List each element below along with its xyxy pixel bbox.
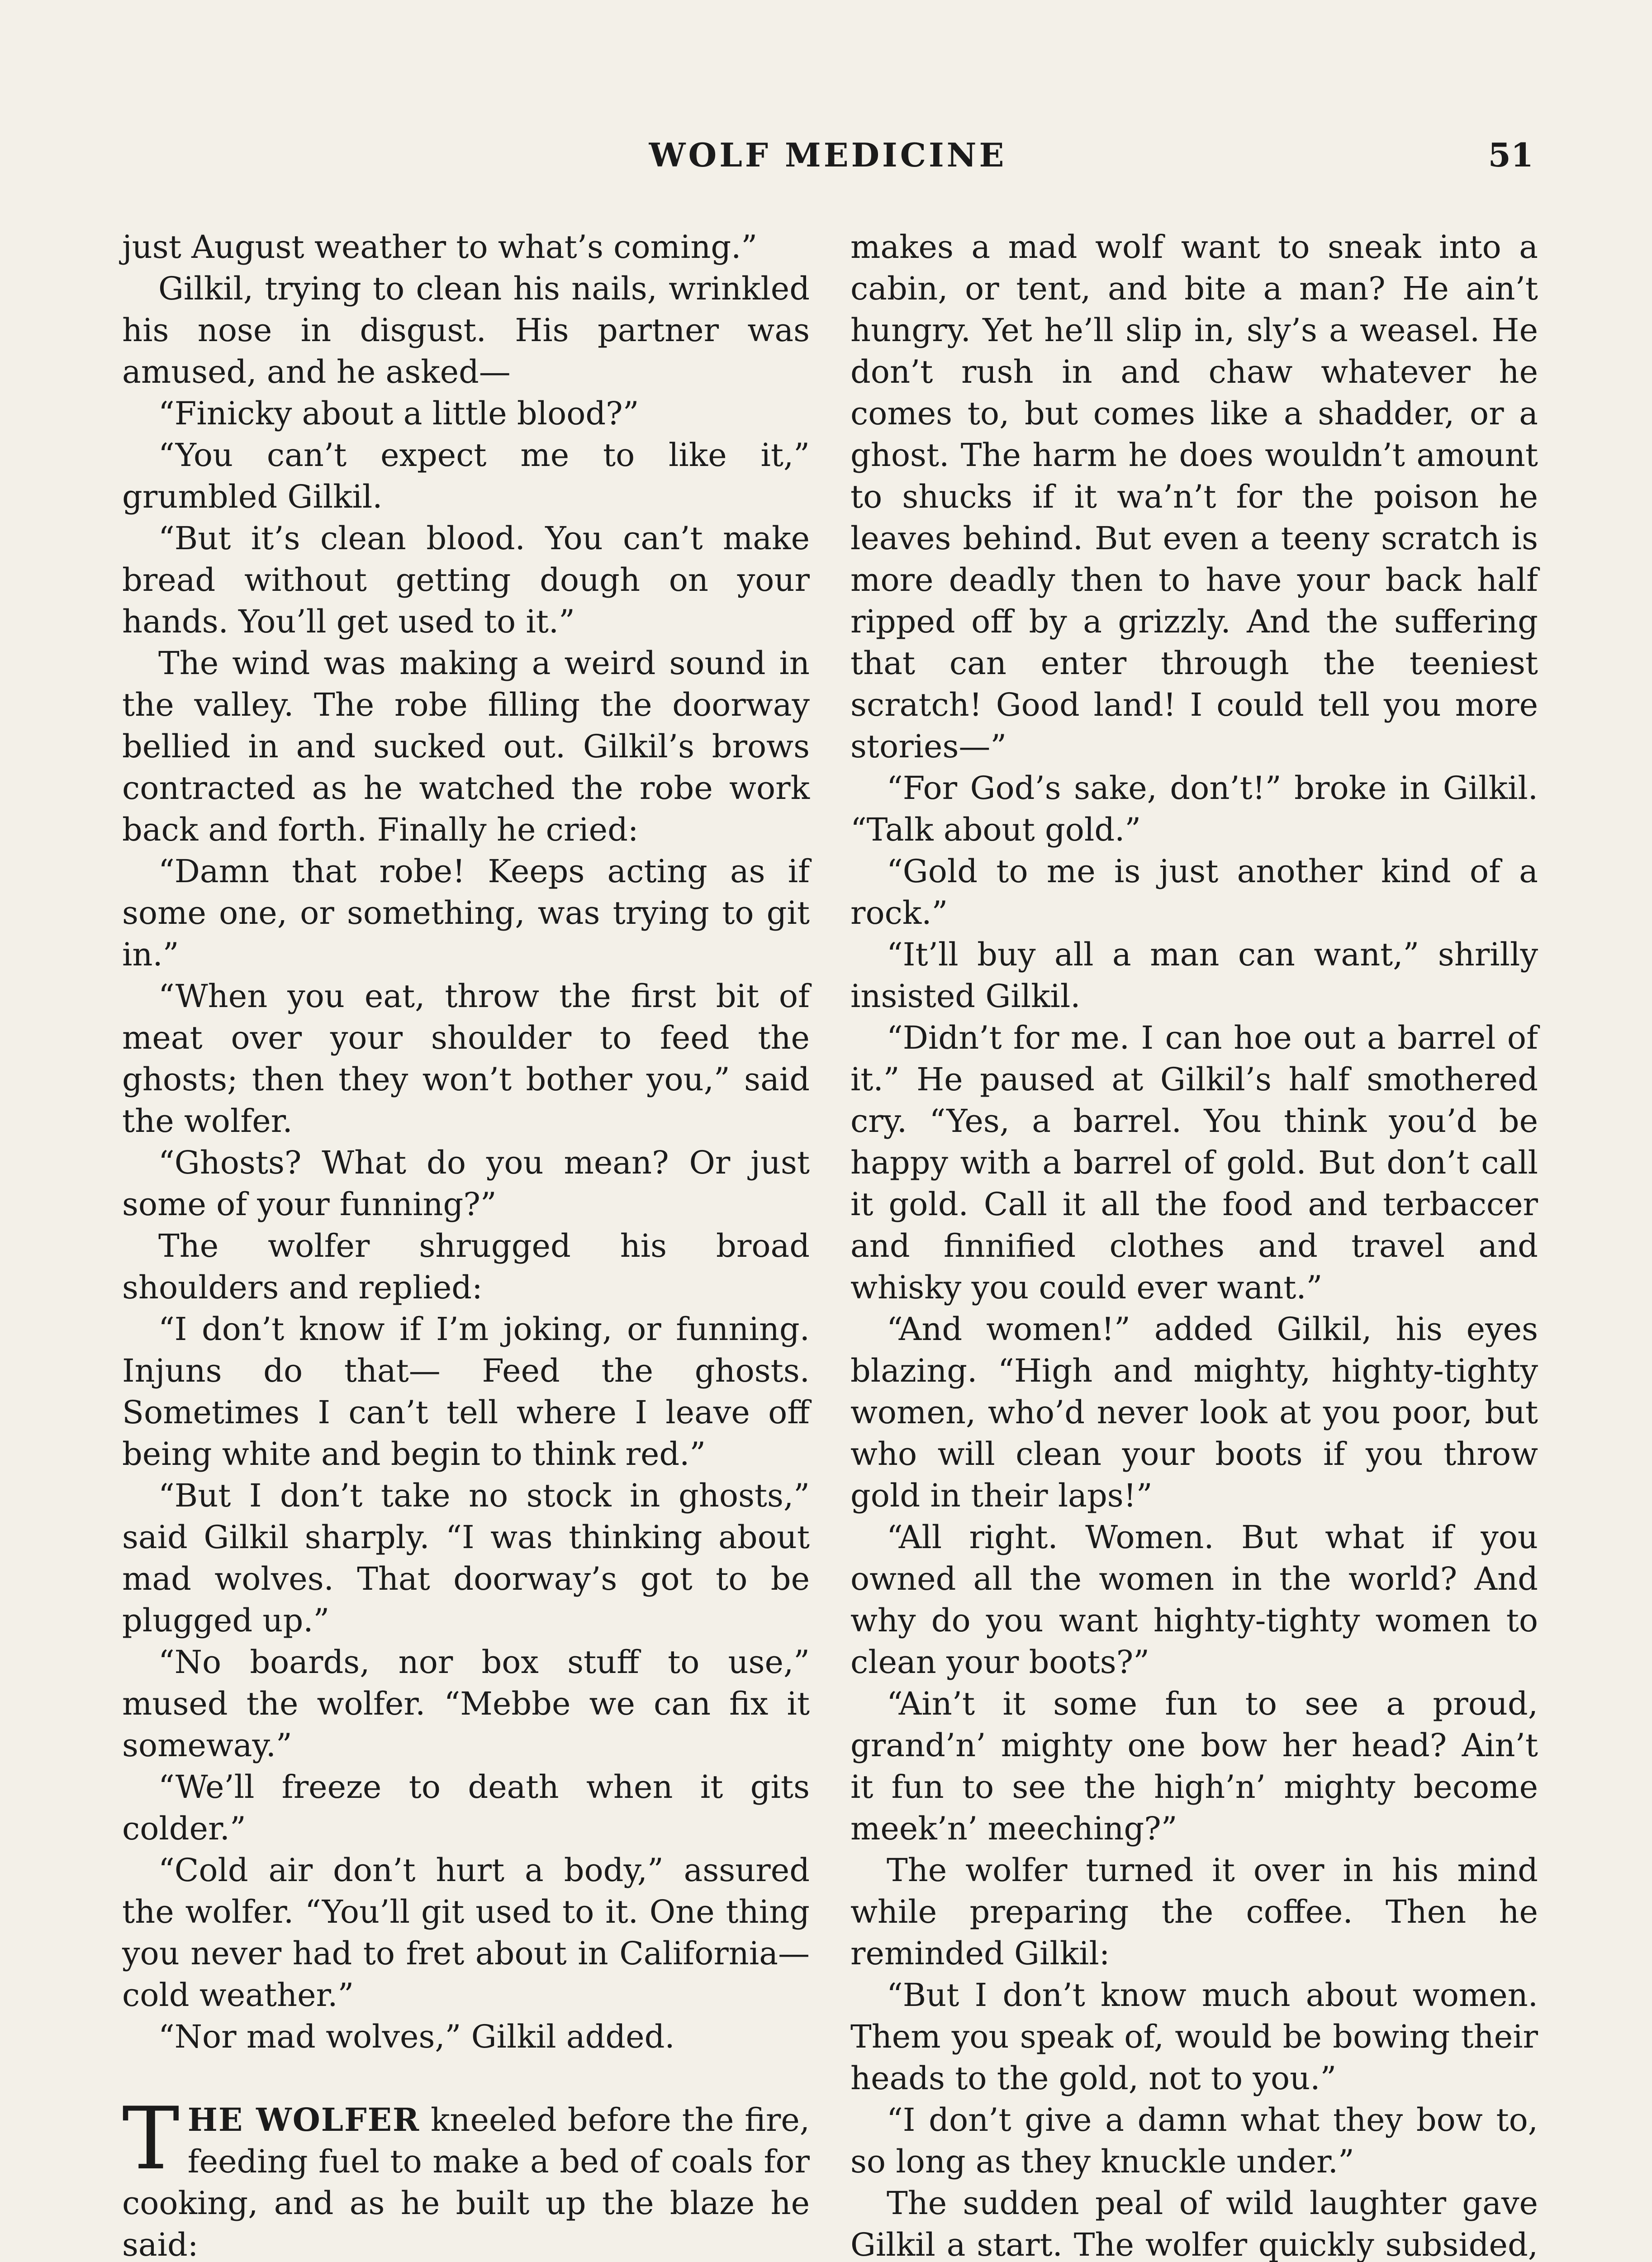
paragraph: “But I don’t know much about women. Them you speak of, would be bowing their heads to the gold, not to you.” bbox=[850, 1977, 1538, 2097]
paragraph: “Gold to me is just another kind of a rock.” bbox=[850, 853, 1538, 931]
paragraph: The wolfer turned it over in his mind while preparing the coffee. Then he reminded Gilkil: bbox=[850, 1852, 1538, 1972]
paragraph: “Didn’t for me. I can hoe out a barrel of it.” He paused at Gilkil’s half smothered cry. “Yes, a barrel. You think you’d be happy with a barrel of gold. But don’t call it gold. Call it all the food and terbaccer and finnified clothes and travel and whisky you could ever want.” bbox=[850, 1019, 1538, 1306]
right-column bbox=[850, 226, 1538, 2262]
paragraph: “But it’s clean blood. You can’t make bread without getting dough on your hands. You’ll get used to it.” bbox=[122, 520, 810, 640]
drop-cap: T bbox=[122, 2089, 180, 2189]
running-title: WOLF MEDICINE bbox=[649, 136, 1007, 174]
paragraph: “For God’s sake, don’t!” broke in Gilkil. “Talk about gold.” bbox=[850, 770, 1538, 848]
paragraph: “You can’t expect me to like it,” grumbled Gilkil. bbox=[122, 437, 810, 515]
paragraph: The sudden peal of wild laughter gave Gilkil a start. The wolfer quickly subsided, bbox=[850, 2185, 1538, 2262]
paragraph: “Finicky about a little blood?” bbox=[158, 395, 639, 432]
paragraph: “I don’t know if I’m joking, or funning. Injuns do that— Feed the ghosts. Sometimes I can’t tell where I leave off being white and begin to think red.” bbox=[122, 1311, 810, 1473]
paragraph: “Ghosts? What do you mean? Or just some of your funning?” bbox=[122, 1144, 810, 1223]
paragraph: “Nor mad wolves,” Gilkil added. bbox=[158, 2018, 675, 2055]
paragraph: “I don’t give a damn what they bow to, so long as they knuckle under.” bbox=[850, 2101, 1538, 2180]
paragraph: “When you eat, throw the first bit of meat over your shoulder to feed the ghosts; then they won’t bother you,” said the wolfer. bbox=[122, 978, 810, 1140]
paragraph: “And women!” added Gilkil, his eyes blazing. “High and mighty, highty-tighty women, who’d never look at you poor, but who will clean your boots if you throw gold in their laps!” bbox=[850, 1311, 1538, 1514]
paragraph: “Ain’t it some fun to see a proud, grand’n’ mighty one bow her head? Ain’t it fun to see the high’n’ mighty become meek’n’ meeching?” bbox=[850, 1685, 1538, 1847]
section-opening-text: kneeled before the fire, feeding fuel to make a bed of coals for cooking, and as he built up the blaze he said: bbox=[122, 2101, 810, 2262]
lead-words: HE WOLFER bbox=[187, 2101, 420, 2138]
paragraph: The wind was making a weird sound in the valley. The robe filling the doorway bellied in and sucked out. Gilkil’s brows contracted as he watched the robe work back and forth. Finally he cried: bbox=[122, 645, 810, 848]
paragraph: “We’ll freeze to death when it gits colder.” bbox=[122, 1768, 810, 1847]
page-number: 51 bbox=[1488, 136, 1533, 174]
page-header bbox=[122, 136, 1533, 185]
paragraph: “It’ll buy all a man can want,” shrilly insisted Gilkil. bbox=[850, 936, 1538, 1015]
paragraph: “Cold air don’t hurt a body,” assured the wolfer. “You’ll git used to it. One thing you never had to fret about in California—cold weather.” bbox=[122, 1852, 810, 2014]
paragraph: “No boards, nor box stuff to use,” mused the wolfer. “Mebbe we can fix it someway.” bbox=[122, 1644, 810, 1764]
paragraph: just August weather to what’s coming.” bbox=[122, 228, 758, 266]
paragraph: “All right. Women. But what if you owned all the women in the world? And why do you want highty-tighty women to clean your boots?” bbox=[850, 1519, 1538, 1681]
paragraph: makes a mad wolf want to sneak into a cabin, or tent, and bite a man? He ain’t hungry. Yet he’ll slip in, sly’s a weasel. He don’t rush in and chaw whatever he comes to, but comes like a shadder, or a ghost. The harm he does wouldn’t amount to shucks if it wa’n’t for the poison he leaves behind. But even a teeny scratch is more deadly then to have your back half ripped off by a grizzly. And the suffering that can enter through the teeniest scratch! Good land! I could tell you more stories—” bbox=[850, 228, 1538, 765]
paragraph: The wolfer shrugged his broad shoulders and replied: bbox=[122, 1227, 810, 1306]
paragraph: Gilkil, trying to clean his nails, wrinkled his nose in disgust. His partner was amused, and he asked— bbox=[122, 270, 810, 390]
section-opening-paragraph bbox=[122, 2089, 810, 2262]
left-column bbox=[122, 226, 810, 2262]
paragraph: “Damn that robe! Keeps acting as if some one, or something, was trying to git in.” bbox=[122, 853, 810, 973]
paragraph: “But I don’t take no stock in ghosts,” said Gilkil sharply. “I was thinking about mad wolves. That doorway’s got to be plugged up.” bbox=[122, 1477, 810, 1639]
